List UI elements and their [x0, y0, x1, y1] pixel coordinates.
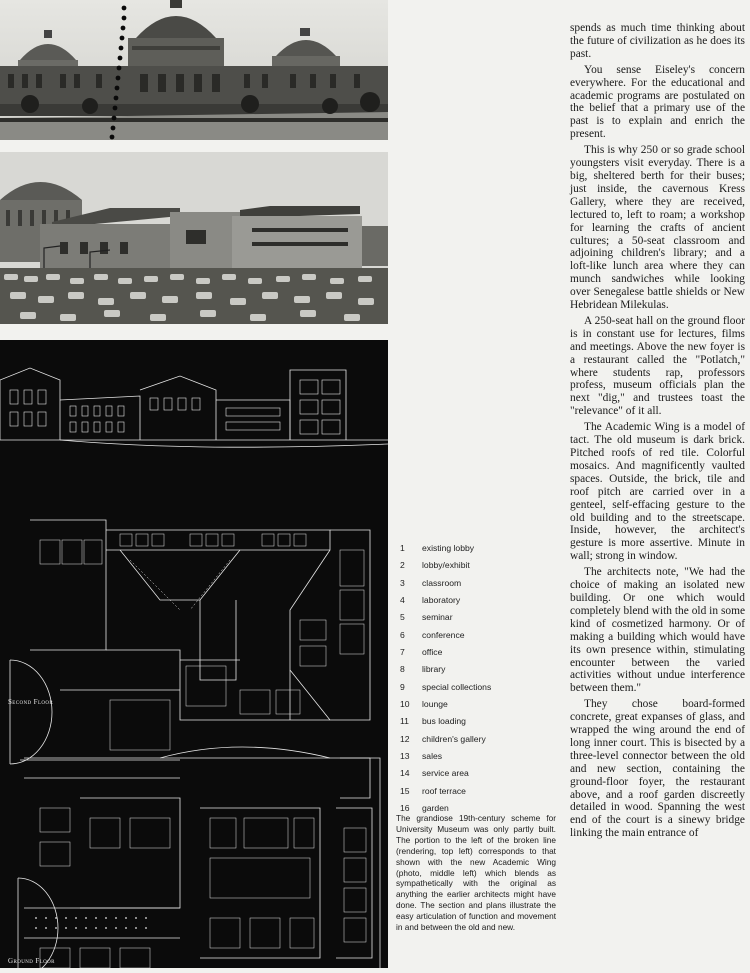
legend-item: 14 service area [400, 768, 469, 779]
legend-item: 2 lobby/exhibit [400, 560, 470, 571]
legend-item: 8 library [400, 664, 446, 675]
plan-legend [400, 540, 560, 818]
academic-wing-photo [0, 152, 388, 324]
figure-caption: The grandiose 19th-century scheme for University Museum was only partly built. The portion to the left of the broken line (rendering, top left) corresponds to that shown with the new Academic Wing (photo, middle left) which blends as sympathetically with the original as anything the earlier architects might have done. The section and plans illustrate the easy articulation of function and movement in and between the old and new. [396, 813, 556, 933]
legend-item: 3 classroom [400, 577, 462, 588]
ground-floor-label: Ground Floor [8, 957, 55, 965]
section-and-plans-drawing [0, 340, 388, 968]
floor-plans-panel [0, 340, 388, 968]
article-column [570, 22, 745, 840]
article-paragraph: You sense Eiseley's concern everywhere. For the educational and academic programs are postulated on the belief that a primary use of the past is to explain and enrich the present. [570, 63, 745, 141]
legend-item: 4 laboratory [400, 595, 461, 606]
museum-rendering-image [0, 0, 388, 140]
legend-item: 10 lounge [400, 699, 448, 710]
legend-item: 5 seminar [400, 612, 453, 623]
article-paragraph: A 250-seat hall on the ground floor is in constant use for lectures, films and meetings. Above the new foyer is a restaurant called the "Potlatch," where students rap, professors profess, museum officials plan the next "dig," and trustees toast the "relevance" of it all. [570, 314, 745, 418]
article-paragraph: The architects note, "We had the choice of making an isolated new building. Or one which would completely blend with the old in some kind of cosmetized harmony. Or of making a building which would have its own presence within, stimulating encounter between the varied activities without undue interference between them." [570, 566, 745, 695]
legend-item: 9 special collections [400, 681, 492, 692]
article-paragraph: spends as much time thinking about the future of civilization as he does its past. [570, 22, 745, 60]
article-paragraph: They chose board-formed concrete, great expanses of glass, and wrapped the wing around the end of long inner court. This is bisected by a three-level connector between the old and new section, containing the ground-floor foyer, the restaurant above, and a roof garden discreetly detailed in wood. Spanning the west end of the court is a sinewy bridge linking the main entrance of [570, 698, 745, 840]
legend-item: 15 roof terrace [400, 785, 466, 796]
legend-item: 16 garden [400, 803, 449, 814]
legend-item: 13 sales [400, 751, 443, 762]
legend-item: 12 children's gallery [400, 733, 486, 744]
article-paragraph: This is why 250 or so grade school youngsters visit everyday. There is a big, sheltered berth for their buses; just inside, the cavernous Kress Gallery, where they are received, lectured to, left to roam; a workshop for learning the crafts of ancient cultures; a 50-seat classroom and adjoining children's library; and a loft-like lunch area where they can munch sandwiches while looking over Senegalese battle shields or New Hebridean Milekulas. [570, 144, 745, 312]
legend-item: 11 bus loading [400, 716, 466, 727]
legend-item: 7 office [400, 647, 443, 658]
legend-item: 1 existing lobby [400, 543, 475, 553]
legend-item: 6 conference [400, 629, 465, 640]
second-floor-label: Second Floor [8, 698, 54, 706]
article-paragraph: The Academic Wing is a model of tact. The old museum is dark brick. Pitched roofs of red tile. Colorful mosaics. And magnificently vaulted spaces. Outside, the brick, tile and roof pitch are carried over in a genteel, self-effacing gesture to the old building and to the streetscape. Inside, however, the architect's gesture is more assertive. Minute in wall; strong in window. [570, 421, 745, 563]
